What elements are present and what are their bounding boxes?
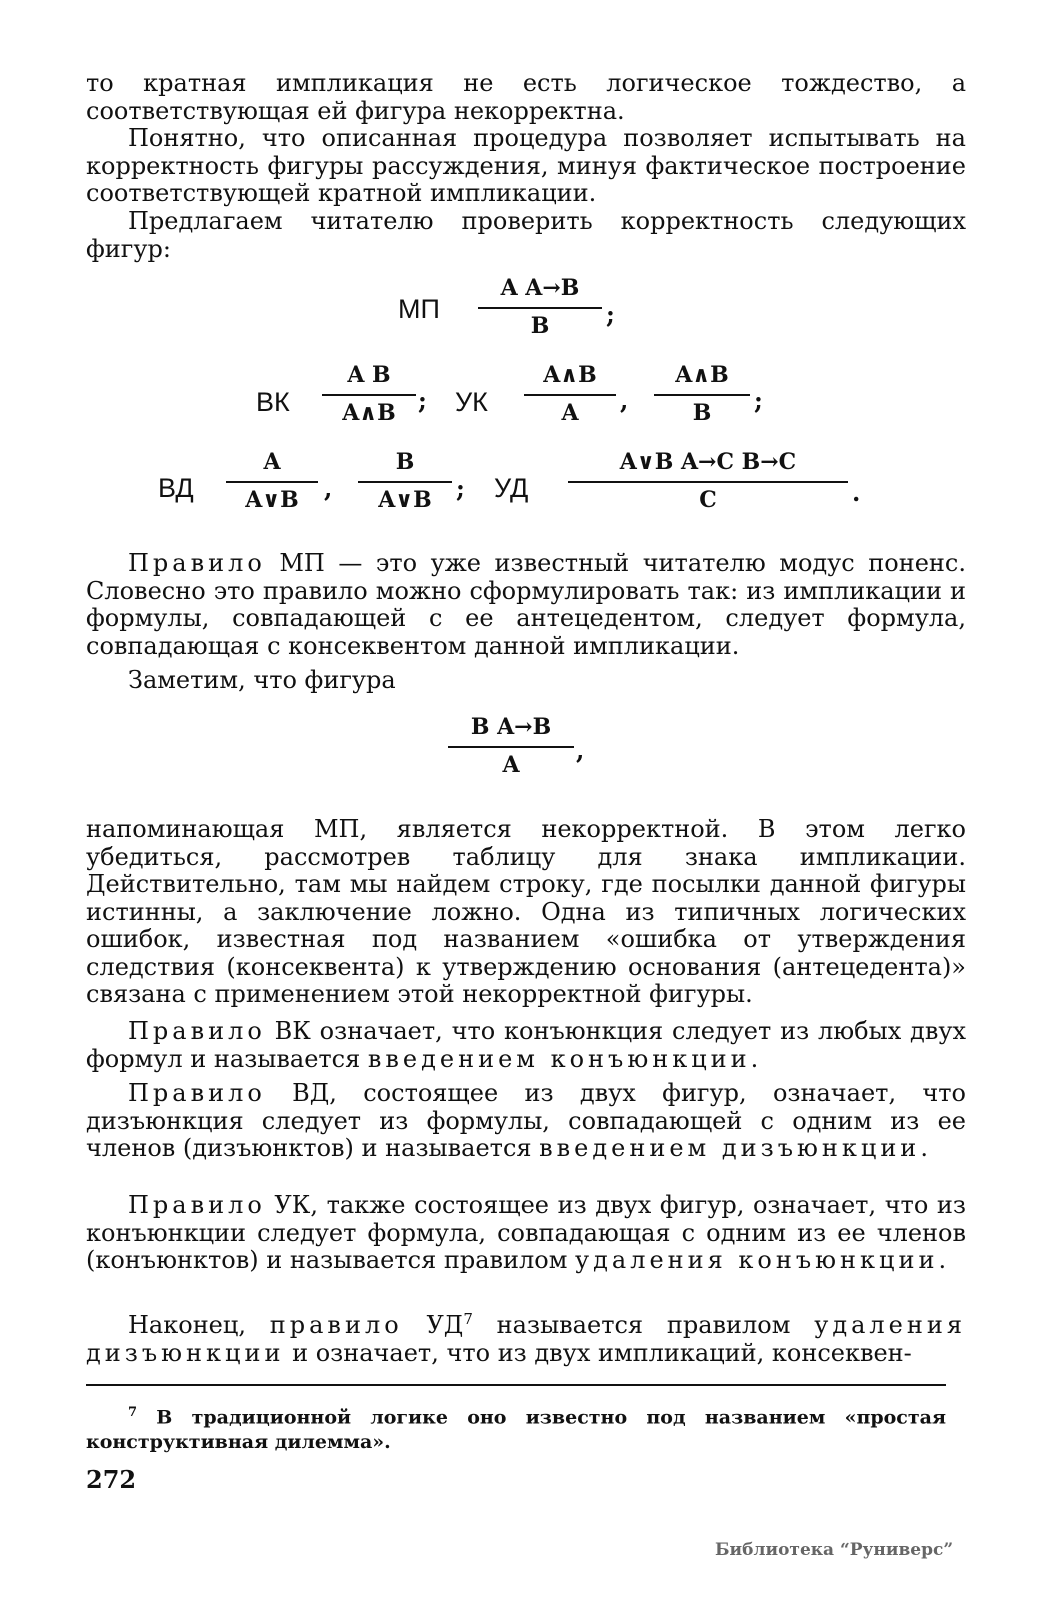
paragraph-text: УК, также состоящее из двух фигур, означает, что из конъюнкции следует формула, совпадающая с одним из ее членов (конъюнктов) и называется правилом bbox=[86, 1191, 966, 1274]
paragraph-end: . bbox=[750, 1044, 759, 1073]
figure-vk-fraction bbox=[322, 362, 416, 426]
figure-vd-punct-2: ; bbox=[456, 474, 465, 503]
figure-ud-conclusion: C bbox=[699, 487, 717, 513]
paragraph-procedure: Понятно, что описанная процедура позволяет испытывать на корректность фигуры рассуждения, минуя фактическое построение соответствующей кратной импликации. bbox=[86, 124, 966, 207]
figure-invalid-fraction bbox=[448, 714, 574, 778]
rule-word: Правило bbox=[128, 1191, 266, 1219]
paragraph-rule-uk bbox=[86, 1192, 966, 1275]
figure-uk-fraction-1 bbox=[524, 362, 616, 426]
figure-vk-conclusion: A∧B bbox=[342, 400, 396, 426]
figure-uk-premise-2: A∧B bbox=[654, 362, 750, 396]
figure-uk-conclusion-1: A bbox=[561, 400, 579, 426]
figure-mp-punct: ; bbox=[606, 300, 615, 329]
figure-vd-premise-1: A bbox=[226, 449, 318, 483]
figure-uk-fraction-2 bbox=[654, 362, 750, 426]
paragraph-end: . bbox=[920, 1134, 928, 1162]
term: удаления конъюнкции bbox=[575, 1246, 939, 1274]
paragraph-text: МП — это уже известный читателю модус поненс. Словесно это правило можно сформулировать так: из импликации и формулы, совпадающей с ее антецедентом, следует формула, совпадающая с консеквентом данной импликации. bbox=[86, 549, 966, 660]
term: удаления дизъюнкции bbox=[86, 1311, 967, 1367]
rule-word: правило bbox=[269, 1311, 403, 1339]
rule-word: Правило bbox=[128, 549, 266, 577]
library-watermark: Библиотека “Руниверс” bbox=[715, 1540, 954, 1560]
figure-invalid-conclusion: A bbox=[502, 752, 520, 778]
figure-vd-conclusion-1: A∨B bbox=[245, 487, 299, 513]
figure-vd-fraction-1 bbox=[226, 449, 318, 513]
figure-vd-fraction-2 bbox=[358, 449, 452, 513]
footnote-divider bbox=[86, 1384, 946, 1386]
paragraph-invalid-explanation: напоминающая МП, является некорректной. В этом легко убедиться, рассмотрев таблицу для знака импликации. Действительно, там мы найдем строку, где посылки данной фигуры истинны, а заключение ложно. Одна из типичных логических ошибок, известная под названием «ошибка от утверждения следствия (консеквента) к утверждению основания (антецедента)» связана с применением этой некорректной фигуры. bbox=[86, 815, 966, 1008]
paragraph-rule-vd bbox=[86, 1080, 966, 1163]
figure-uk-label: УК bbox=[455, 387, 488, 417]
paragraph-text: УД bbox=[402, 1311, 464, 1339]
figure-mp-label: МП bbox=[398, 294, 440, 324]
paragraph-text: называется правилом bbox=[472, 1311, 815, 1339]
figure-mp-fraction bbox=[478, 275, 602, 339]
figure-invalid-premises: B A→B bbox=[448, 714, 574, 748]
figure-vd-premise-2: B bbox=[358, 449, 452, 483]
figure-mp-conclusion: B bbox=[530, 313, 550, 339]
figure-vk-premises: A B bbox=[322, 362, 416, 396]
term: введением конъюнкции bbox=[367, 1044, 751, 1073]
figure-ud-label: УД bbox=[494, 473, 529, 503]
paragraph-text: Наконец, bbox=[128, 1311, 270, 1339]
paragraph-rule-ud bbox=[86, 1306, 966, 1367]
paragraph-rule-mp bbox=[86, 550, 966, 660]
figure-uk-premise-1: A∧B bbox=[524, 362, 616, 396]
figure-uk-punct-2: ; bbox=[754, 386, 763, 415]
paragraph-text: и означает, что из двух импликаций, консеквен- bbox=[284, 1338, 912, 1367]
term: введением дизъюнкции bbox=[539, 1134, 921, 1162]
paragraph-note: Заметим, что фигура bbox=[128, 666, 396, 694]
figure-mp-premises: A A→B bbox=[478, 275, 602, 309]
figure-ud-punct: . bbox=[852, 478, 861, 507]
paragraph-end: . bbox=[938, 1246, 947, 1274]
rule-word: Правило bbox=[128, 1017, 266, 1045]
paragraph-continuation: то кратная импликация не есть логическое тождество, а соответствующая ей фигура некорректна. bbox=[86, 69, 966, 125]
figure-uk-punct-1: , bbox=[620, 386, 629, 415]
figure-invalid-punct: , bbox=[576, 736, 585, 765]
rule-word: Правило bbox=[128, 1079, 266, 1107]
figure-vd-punct-1: , bbox=[324, 474, 333, 503]
footnote-text: В традиционной логике оно известно под названием «простая конструктивная дилемма». bbox=[86, 1406, 946, 1454]
footnote-mark: 7 bbox=[128, 1405, 138, 1420]
figure-ud-fraction bbox=[568, 449, 848, 513]
footnote bbox=[86, 1400, 946, 1455]
paragraph-rule-vk bbox=[86, 1018, 966, 1073]
figure-uk-conclusion-2: B bbox=[692, 400, 712, 426]
figure-vd-label: ВД bbox=[158, 473, 194, 503]
paragraph-text: ВД, состоящее из двух фигур, означает, что дизъюнкция следует из формулы, совпадающей с одним из ее членов (дизъюнктов) и называется bbox=[86, 1079, 966, 1162]
figure-vk-punct: ; bbox=[418, 386, 427, 415]
figure-vd-conclusion-2: A∨B bbox=[378, 487, 432, 513]
figure-ud-premises: A∨B A→C B→C bbox=[568, 449, 848, 483]
footnote-ref: 7 bbox=[463, 1310, 473, 1328]
paragraph-proposal: Предлагаем читателю проверить корректность следующих фигур: bbox=[86, 207, 966, 263]
paragraph-text: ВК означает, что конъюнкция следует из любых двух формул и называется bbox=[86, 1017, 966, 1073]
figure-vk-label: ВК bbox=[256, 387, 290, 417]
page-number: 272 bbox=[86, 1465, 137, 1494]
